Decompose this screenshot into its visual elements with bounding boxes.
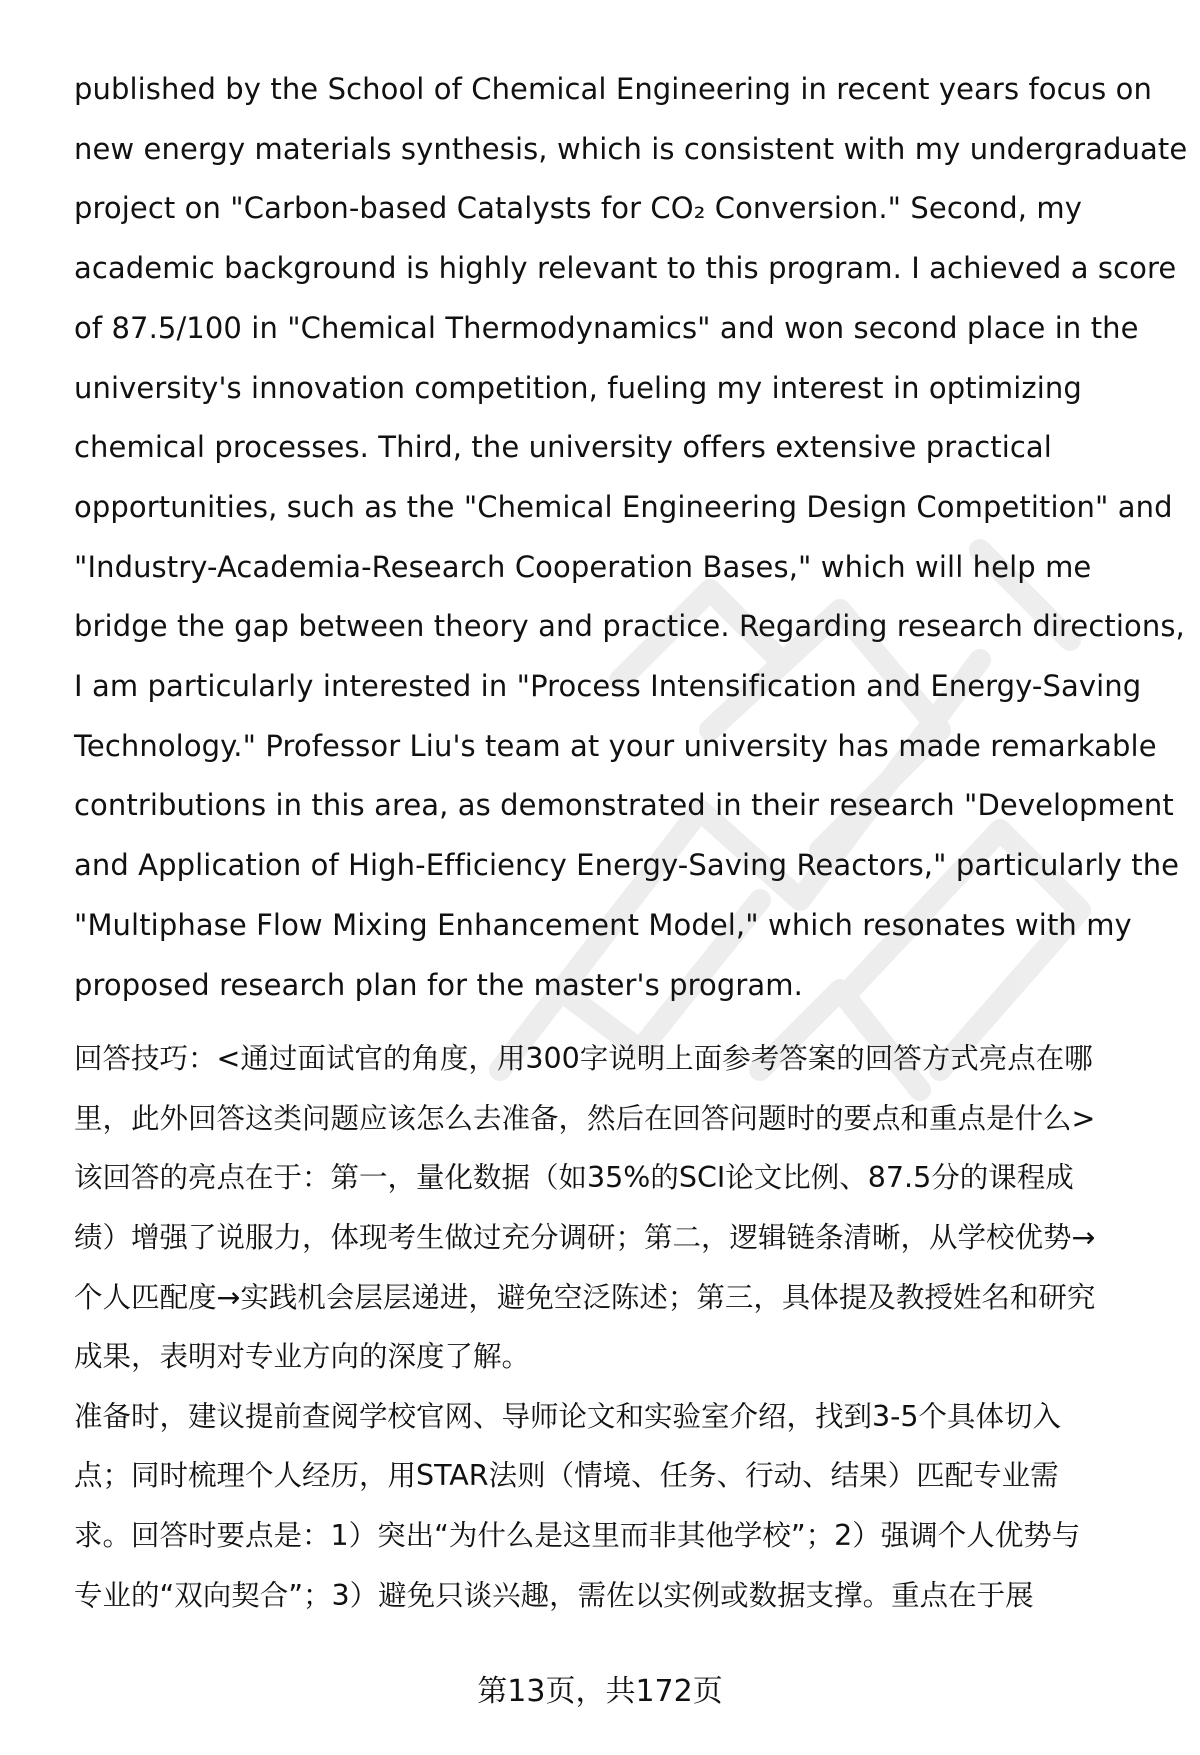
text-line: 求。回答时要点是：1）突出“为什么是这里而非其他学校”；2）强调个人优势与 [74, 1519, 1081, 1552]
text-line: published by the School of Chemical Engineering in recent years focus on [74, 72, 1153, 106]
text-line: academic background is highly relevant to this program. I achieved a score [74, 251, 1177, 286]
text-line: 该回答的亮点在于：第一，量化数据（如35%的SCI论文比例、87.5分的课程成 [74, 1161, 1074, 1195]
text-line: Technology." Professor Liu's team at your university has made remarkable [74, 728, 1157, 763]
text-line: 点；同时梳理个人经历，用STAR法则（情境、任务、行动、结果）匹配专业需 [74, 1459, 1059, 1493]
text-line: opportunities, such as the "Chemical Engineering Design Competition" and [74, 489, 1173, 524]
text-line: "Industry-Academia-Research Cooperation Bases," which will help me [74, 549, 1092, 584]
text-line: I am particularly interested in "Process Intensification and Energy-Saving [74, 669, 1142, 704]
text-line: 个人匹配度→实践机会层层递进，避免空泛陈述；第三，具体提及教授姓名和研究 [74, 1280, 1096, 1314]
text-line: and Application of High-Efficiency Energy-Saving Reactors," particularly the [74, 848, 1180, 883]
text-line: proposed research plan for the master's program. [74, 967, 803, 1002]
page-content [74, 60, 1188, 1625]
text-line: 里，此外回答这类问题应该怎么去准备，然后在回答问题时的要点和重点是什么> [74, 1101, 1096, 1135]
text-line: of 87.5/100 in "Chemical Thermodynamics" and won second place in the [74, 310, 1139, 345]
text-line: "Multiphase Flow Mixing Enhancement Model," which resonates with my [74, 907, 1132, 942]
text-line: project on "Carbon-based Catalysts for CO₂ Conversion." Second, my [74, 191, 1082, 226]
english-paragraph [74, 60, 1188, 1015]
text-line: 准备时，建议提前查阅学校官网、导师论文和实验室介绍，找到3-5个具体切入 [74, 1399, 1062, 1433]
text-line: contributions in this area, as demonstrated in their research "Development [74, 788, 1174, 823]
text-line: chemical processes. Third, the university offers extensive practical [74, 430, 1052, 465]
text-line: 成果，表明对专业方向的深度了解。 [74, 1340, 531, 1374]
text-line: 专业的“双向契合”；3）避免只谈兴趣，需佐以实例或数据支撑。重点在于展 [74, 1578, 1034, 1612]
text-line: 绩）增强了说服力，体现考生做过充分调研；第二，逻辑链条清晰，从学校优势→ [74, 1221, 1096, 1255]
answer-tips-section [74, 1029, 1154, 1625]
text-line: bridge the gap between theory and practice. Regarding research directions, [74, 609, 1185, 644]
text-line: university's innovation competition, fueling my interest in optimizing [74, 370, 1082, 405]
text-line: 回答技巧：<通过面试官的角度，用300字说明上面参考答案的回答方式亮点在哪 [74, 1042, 1093, 1076]
text-line: new energy materials synthesis, which is consistent with my undergraduate [74, 131, 1188, 166]
page-number: 第13页，共172页 [477, 1674, 723, 1709]
